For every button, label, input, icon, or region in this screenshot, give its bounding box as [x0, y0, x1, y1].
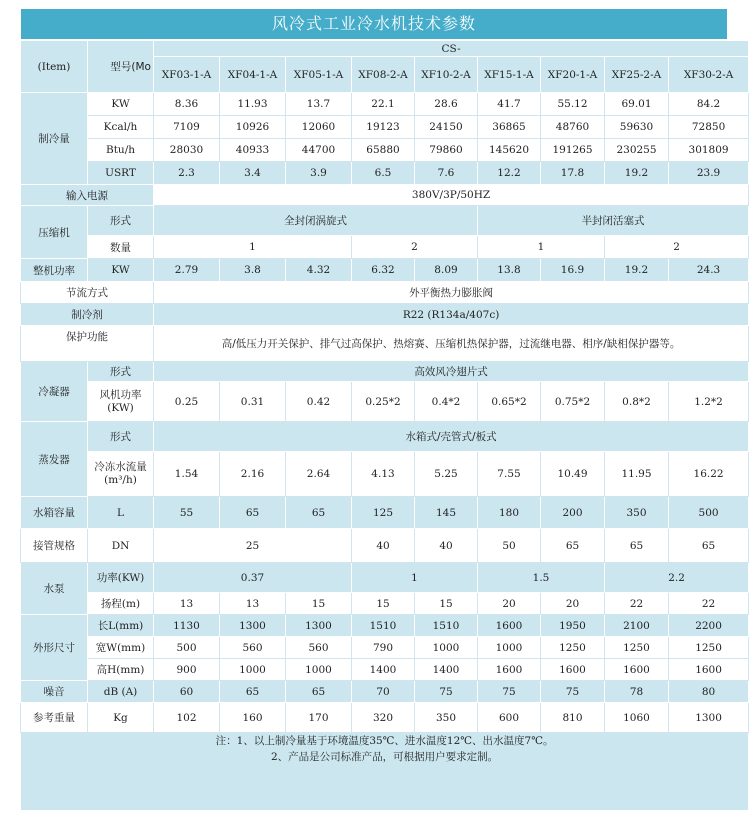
table-cell: 3.8: [220, 259, 286, 282]
table-cell: 6.5: [352, 162, 415, 185]
table-cell: 75: [541, 681, 605, 703]
table-cell: 230255: [605, 139, 669, 162]
table-cell: 84.2: [669, 93, 749, 116]
table-cell: 7109: [154, 116, 220, 139]
table-cell: 3.4: [220, 162, 286, 185]
model-name: XF10-2-A: [415, 57, 478, 93]
table-cell: 50: [478, 529, 541, 563]
table-cell: 2.64: [286, 452, 352, 497]
table-cell: 191265: [541, 139, 605, 162]
noise-unit: dB (A): [88, 681, 154, 703]
fan-label-line2: (KW): [107, 401, 134, 414]
table-cell: 320: [352, 703, 415, 733]
model-header: 型号(Mo: [88, 41, 154, 93]
table-cell: 560: [286, 637, 352, 659]
table-cell: 78: [605, 681, 669, 703]
dims-label: 外形尺寸: [21, 615, 88, 681]
compressor-label: 压缩机: [21, 206, 88, 259]
compressor-type-label: 形式: [88, 206, 154, 236]
table-cell: 0.75*2: [541, 382, 605, 422]
table-cell: 1400: [415, 659, 478, 681]
table-cell: 15: [415, 593, 478, 615]
table-cell: 24.3: [669, 259, 749, 282]
table-cell: 180: [478, 497, 541, 529]
table-cell: 19123: [352, 116, 415, 139]
table-cell: 1.54: [154, 452, 220, 497]
table-cell: 65: [669, 529, 749, 563]
table-cell: 4.32: [286, 259, 352, 282]
table-cell: 19.2: [605, 162, 669, 185]
table-cell: 8.36: [154, 93, 220, 116]
table-cell: 1: [478, 236, 605, 259]
table-cell: 1400: [352, 659, 415, 681]
table-cell: 145620: [478, 139, 541, 162]
table-cell: 0.42: [286, 382, 352, 422]
weight-label: 参考重量: [21, 703, 88, 733]
table-cell: 41.7: [478, 93, 541, 116]
notes: [21, 733, 749, 811]
table-cell: 72850: [669, 116, 749, 139]
table-cell: 13: [220, 593, 286, 615]
evaporator-type-label: 形式: [88, 422, 154, 452]
table-cell: 1510: [352, 615, 415, 637]
table-cell: 1300: [220, 615, 286, 637]
condenser-type-label: 形式: [88, 362, 154, 382]
table-cell: 25: [154, 529, 352, 563]
table-cell: 70: [352, 681, 415, 703]
table-cell: 20: [541, 593, 605, 615]
table-cell: 1060: [605, 703, 669, 733]
evaporator-flow-label: [88, 452, 154, 497]
note-line: 注：1、以上制冷量基于环境温度35℃、进水温度12℃、出水温度7℃。: [215, 735, 554, 747]
table-cell: 560: [220, 637, 286, 659]
table-cell: 17.8: [541, 162, 605, 185]
table-cell: 1250: [605, 637, 669, 659]
table-cell: 1600: [478, 659, 541, 681]
table-cell: 2.79: [154, 259, 220, 282]
table-cell: 301809: [669, 139, 749, 162]
table-cell: 0.25: [154, 382, 220, 422]
table-cell: 55.12: [541, 93, 605, 116]
table-cell: 40: [352, 529, 415, 563]
table-cell: 24150: [415, 116, 478, 139]
spec-table: [20, 40, 749, 811]
table-cell: 1: [154, 236, 352, 259]
table-cell: 15: [352, 593, 415, 615]
table-cell: 65: [220, 497, 286, 529]
cooling-unit: USRT: [88, 162, 154, 185]
table-cell: 1000: [478, 637, 541, 659]
unit-power-label: 整机功率: [21, 259, 88, 282]
table-cell: 1600: [669, 659, 749, 681]
table-title: 风冷式工业冷水机技术参数: [20, 8, 728, 40]
table-cell: 125: [352, 497, 415, 529]
table-cell: 0.65*2: [478, 382, 541, 422]
pipe-unit: DN: [88, 529, 154, 563]
table-cell: 22: [669, 593, 749, 615]
table-cell: 500: [154, 637, 220, 659]
pipe-label: 接管规格: [21, 529, 88, 563]
table-cell: 2: [352, 236, 478, 259]
evaporator-label: 蒸发器: [21, 422, 88, 497]
table-cell: 2100: [605, 615, 669, 637]
table-cell: 7.6: [415, 162, 478, 185]
model-name: XF04-1-A: [220, 57, 286, 93]
table-cell: 80: [669, 681, 749, 703]
table-cell: 1950: [541, 615, 605, 637]
table-cell: 75: [478, 681, 541, 703]
evaporator-type-value: 水箱式/壳管式/板式: [154, 422, 749, 452]
spec-sheet: [20, 8, 734, 811]
cooling-unit: Btu/h: [88, 139, 154, 162]
fan-label-line1: 风机功率: [99, 388, 142, 401]
table-cell: 13.8: [478, 259, 541, 282]
table-cell: 16.9: [541, 259, 605, 282]
model-name: XF20-1-A: [541, 57, 605, 93]
table-cell: 1000: [286, 659, 352, 681]
table-cell: 170: [286, 703, 352, 733]
table-cell: 1.2*2: [669, 382, 749, 422]
power-input-value: 380V/3P/50HZ: [154, 185, 749, 206]
table-cell: 28030: [154, 139, 220, 162]
table-cell: 0.8*2: [605, 382, 669, 422]
table-cell: 10926: [220, 116, 286, 139]
table-cell: 48760: [541, 116, 605, 139]
table-cell: 2.2: [605, 563, 749, 593]
table-cell: 22: [605, 593, 669, 615]
table-cell: 1510: [415, 615, 478, 637]
table-cell: 79860: [415, 139, 478, 162]
table-cell: 65880: [352, 139, 415, 162]
table-cell: 8.09: [415, 259, 478, 282]
protection-value: 高/低压力开关保护、排气过高保护、热熔赛、压缩机热保护器，过流继电器、相序/缺相保护器等。: [154, 326, 749, 362]
table-cell: 1000: [220, 659, 286, 681]
table-cell: 12.2: [478, 162, 541, 185]
table-cell: 60: [154, 681, 220, 703]
table-cell: 600: [478, 703, 541, 733]
table-cell: 1600: [541, 659, 605, 681]
table-cell: 65: [605, 529, 669, 563]
pump-head-label: 扬程(m): [88, 593, 154, 615]
compressor-qty-label: 数量: [88, 236, 154, 259]
table-cell: 15: [286, 593, 352, 615]
model-name: XF05-1-A: [286, 57, 352, 93]
table-cell: 5.25: [415, 452, 478, 497]
table-cell: 1.5: [478, 563, 605, 593]
note-line: 2、产品是公司标准产品，可根据用户要求定制。: [270, 751, 499, 763]
pump-label: 水泵: [21, 563, 88, 615]
table-cell: 350: [415, 703, 478, 733]
table-cell: 1000: [415, 637, 478, 659]
table-cell: 2.3: [154, 162, 220, 185]
power-input-label: 输入电源: [21, 185, 154, 206]
compressor-type-scroll: 全封闭涡旋式: [154, 206, 478, 236]
table-cell: 40: [415, 529, 478, 563]
condenser-fan-label: [88, 382, 154, 422]
series-prefix: CS-: [154, 41, 749, 57]
table-cell: 65: [286, 497, 352, 529]
table-cell: 1250: [541, 637, 605, 659]
table-cell: 0.4*2: [415, 382, 478, 422]
table-cell: 59630: [605, 116, 669, 139]
flow-label-line1: 冷冻水流量: [94, 461, 147, 473]
compressor-type-piston: 半封闭活塞式: [478, 206, 749, 236]
table-cell: 2200: [669, 615, 749, 637]
table-cell: 1300: [286, 615, 352, 637]
table-cell: 65: [220, 681, 286, 703]
table-cell: 2.16: [220, 452, 286, 497]
condenser-type-value: 高效风冷翅片式: [154, 362, 749, 382]
model-name: XF08-2-A: [352, 57, 415, 93]
item-header: (Item): [21, 41, 88, 93]
model-name: XF25-2-A: [605, 57, 669, 93]
cooling-unit: KW: [88, 93, 154, 116]
table-cell: 900: [154, 659, 220, 681]
condenser-label: 冷凝器: [21, 362, 88, 422]
table-cell: 160: [220, 703, 286, 733]
table-cell: 1130: [154, 615, 220, 637]
table-cell: 69.01: [605, 93, 669, 116]
table-cell: 20: [478, 593, 541, 615]
protection-label: 保护功能: [21, 326, 154, 362]
table-cell: 16.22: [669, 452, 749, 497]
cooling-unit: Kcal/h: [88, 116, 154, 139]
table-cell: 10.49: [541, 452, 605, 497]
table-cell: 65: [286, 681, 352, 703]
table-cell: 13: [154, 593, 220, 615]
table-cell: 0.25*2: [352, 382, 415, 422]
noise-label: 噪音: [21, 681, 88, 703]
table-cell: 1600: [478, 615, 541, 637]
model-name: XF15-1-A: [478, 57, 541, 93]
table-cell: 1250: [669, 637, 749, 659]
table-cell: 13.7: [286, 93, 352, 116]
table-cell: 0.37: [154, 563, 352, 593]
weight-unit: Kg: [88, 703, 154, 733]
model-name: XF03-1-A: [154, 57, 220, 93]
table-cell: 790: [352, 637, 415, 659]
table-cell: 22.1: [352, 93, 415, 116]
cooling-label: 制冷量: [21, 93, 88, 185]
table-cell: 6.32: [352, 259, 415, 282]
flow-label-line2: (m³/h): [104, 474, 137, 486]
table-cell: 7.55: [478, 452, 541, 497]
table-cell: 40933: [220, 139, 286, 162]
dims-unit: 长L(mm): [88, 615, 154, 637]
table-cell: 2: [605, 236, 749, 259]
table-cell: 36865: [478, 116, 541, 139]
table-cell: 12060: [286, 116, 352, 139]
table-cell: 44700: [286, 139, 352, 162]
table-cell: 11.93: [220, 93, 286, 116]
dims-unit: 高H(mm): [88, 659, 154, 681]
throttle-label: 节流方式: [21, 282, 154, 304]
table-cell: 1600: [605, 659, 669, 681]
table-cell: 75: [415, 681, 478, 703]
unit-power-unit: KW: [88, 259, 154, 282]
table-cell: 28.6: [415, 93, 478, 116]
table-cell: 500: [669, 497, 749, 529]
pump-power-label: 功率(KW): [88, 563, 154, 593]
table-cell: 55: [154, 497, 220, 529]
table-cell: 1: [352, 563, 478, 593]
tank-unit: L: [88, 497, 154, 529]
dims-unit: 宽W(mm): [88, 637, 154, 659]
table-cell: 23.9: [669, 162, 749, 185]
table-cell: 350: [605, 497, 669, 529]
table-cell: 19.2: [605, 259, 669, 282]
table-cell: 200: [541, 497, 605, 529]
throttle-value: 外平衡热力膨胀阀: [154, 282, 749, 304]
table-cell: 1300: [669, 703, 749, 733]
table-cell: 145: [415, 497, 478, 529]
refrigerant-value: R22 (R134a/407c): [154, 304, 749, 326]
tank-label: 水箱容量: [21, 497, 88, 529]
table-cell: 4.13: [352, 452, 415, 497]
table-cell: 102: [154, 703, 220, 733]
table-cell: 0.31: [220, 382, 286, 422]
table-cell: 11.95: [605, 452, 669, 497]
table-cell: 3.9: [286, 162, 352, 185]
refrigerant-label: 制冷剂: [21, 304, 154, 326]
table-cell: 810: [541, 703, 605, 733]
model-name: XF30-2-A: [669, 57, 749, 93]
table-cell: 65: [541, 529, 605, 563]
